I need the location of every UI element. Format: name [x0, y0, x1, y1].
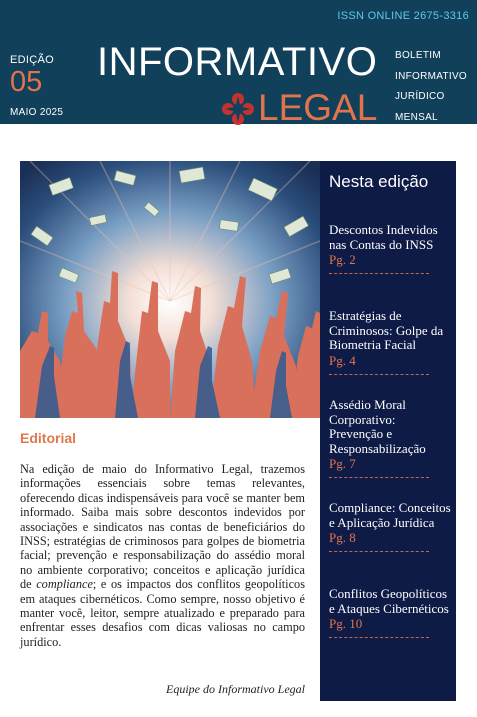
toc-divider: [329, 637, 429, 638]
toc-item-page: Pg. 8: [329, 530, 356, 545]
subtitle-line: INFORMATIVO: [395, 70, 468, 82]
editorial-signature: Equipe do Informativo Legal: [166, 682, 305, 696]
toc-item[interactable]: [329, 223, 451, 274]
masthead: [0, 0, 477, 128]
toc-divider: [329, 551, 429, 552]
edition-number: 05: [10, 66, 43, 98]
issn-label: ISSN ONLINE 2675-3316: [337, 10, 469, 22]
toc-item[interactable]: [329, 501, 451, 552]
cover-illustration: [20, 161, 320, 418]
toc-divider: [329, 477, 429, 478]
table-of-contents: [320, 161, 456, 701]
toc-item-page: Pg. 10: [329, 616, 363, 631]
edition-label: EDIÇÃO: [10, 54, 54, 66]
toc-item-page: Pg. 4: [329, 352, 356, 368]
toc-item-title: Assédio Moral Corporativo: Prevenção e Responsabilização: [329, 397, 426, 456]
edition-date: MAIO 2025: [10, 107, 64, 118]
editorial-heading: Editorial: [20, 430, 77, 446]
toc-item[interactable]: [329, 398, 451, 478]
toc-divider: [329, 374, 429, 375]
toc-divider: [329, 273, 429, 274]
subtitle-line: BOLETIM: [395, 50, 441, 61]
editorial-text: ; e os impactos dos conflitos geopolíticos em ataques cibernéticos. Como sempre, nosso objetivo é manter você, leitor, sempre atualizado e preparado para enfrentar esses desafios com dicas valiosas no campo jurídico.: [20, 577, 305, 649]
editorial-body: [20, 462, 305, 649]
toc-item-title: Compliance: Conceitos e Aplicação Jurídica: [329, 500, 451, 530]
editorial-italic-term: compliance: [36, 577, 93, 592]
masthead-subtitle: [395, 46, 467, 128]
masthead-title-line1: INFORMATIVO: [97, 40, 378, 84]
toc-item[interactable]: [329, 309, 451, 375]
emblem-icon: [221, 92, 255, 126]
toc-heading: Nesta edição: [329, 172, 429, 191]
toc-item-title: Descontos Indevidos nas Contas do INSS: [329, 222, 438, 252]
masthead-title-line2: LEGAL: [258, 87, 378, 128]
subtitle-line: JURÍDICO: [395, 91, 445, 102]
toc-item-page: Pg. 2: [329, 252, 356, 267]
toc-item-title: Estratégias de Criminosos: Golpe da Biometria Facial: [329, 308, 444, 352]
toc-item-page: Pg. 7: [329, 456, 356, 471]
editorial-text: Na edição de maio do Informativo Legal, trazemos informações essenciais sobre temas relevantes, oferecendo dicas indispensáveis para você se manter bem informado. Saiba mais sobre descontos indevidos por associações e sindicatos nas contas de beneficiários do INSS; estratégias de criminosos para golpes de biometria facial; prevenção e responsabilização do assédio moral no ambiente corporativo; conceitos e aplicação jurídica de: [20, 462, 305, 592]
toc-item-title: Conflitos Geopolíticos e Ataques Cibernéticos: [329, 586, 449, 616]
subtitle-line: MENSAL: [395, 111, 438, 123]
toc-item[interactable]: [329, 587, 451, 638]
